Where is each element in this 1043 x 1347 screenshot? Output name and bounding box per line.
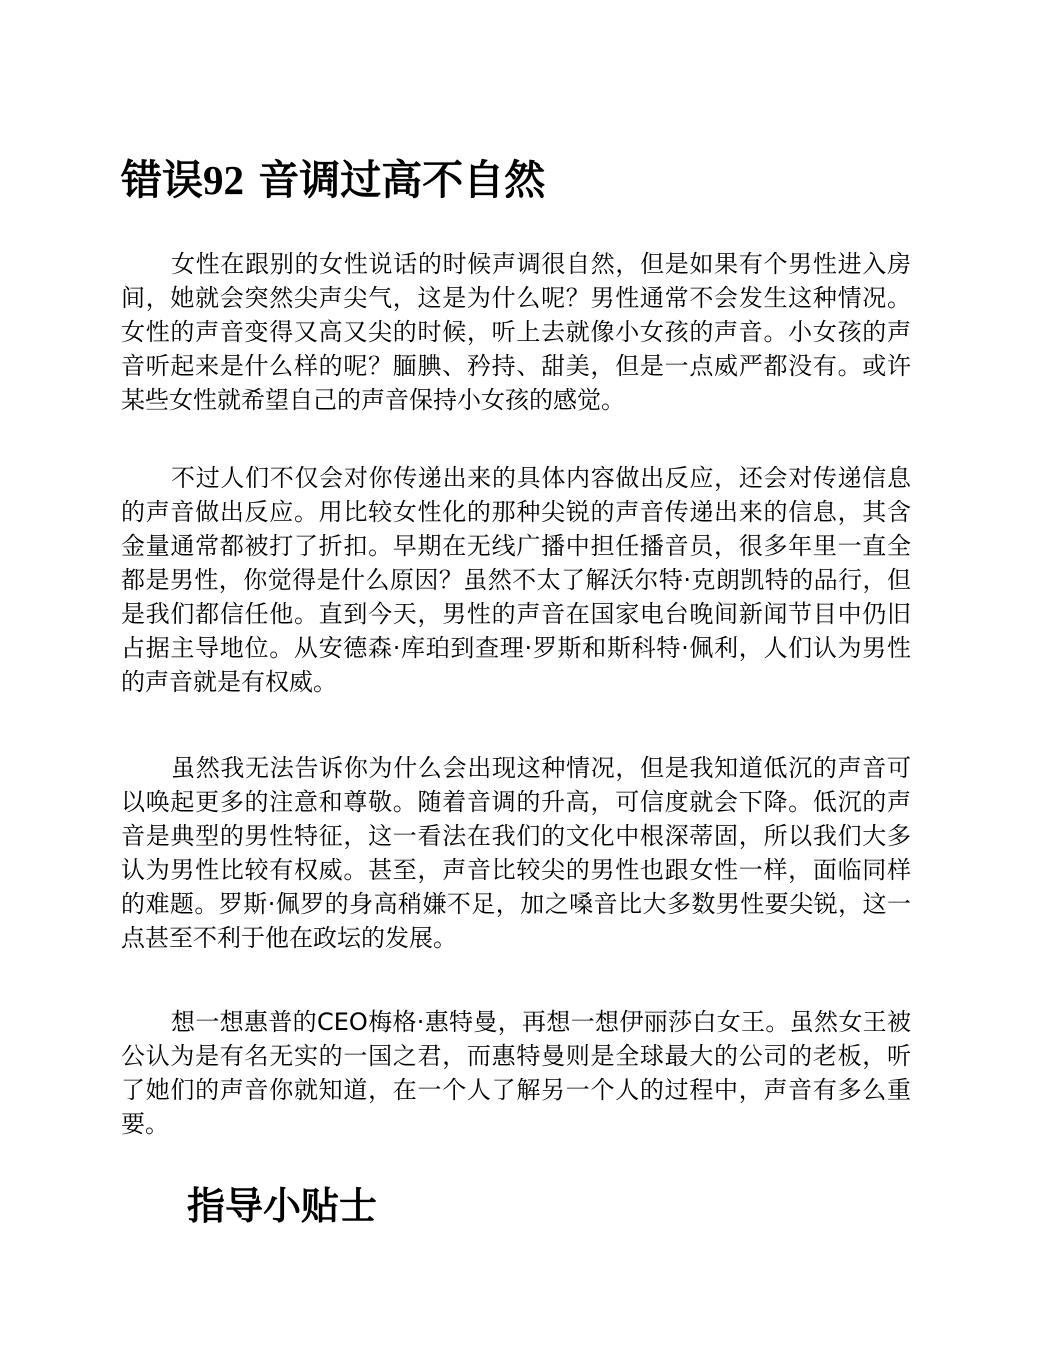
chapter-title-prefix: 错误 bbox=[121, 156, 203, 204]
section-subtitle: 指导小贴士 bbox=[187, 1184, 378, 1228]
body-paragraph-3: 虽然我无法告诉你为什么会出现这种情况，但是我知道低沉的声音可以唤起更多的注意和尊敬。随着音调的升高，可信度就会下降。低沉的声音是典型的男性特征，这一看法在我们的文化中根深蒂固，所以我们大多认为男性比较有权威。甚至，声音比较尖的男性也跟女性一样，面临同样的难题。罗斯·佩罗的身高稍嫌不足，加之嗓音比大多数男性要尖锐，这一点甚至不利于他在政坛的发展。 bbox=[121, 754, 911, 952]
chapter-title-text: 音调过高不自然 bbox=[244, 156, 546, 204]
body-paragraph-1: 女性在跟别的女性说话的时候声调很自然，但是如果有个男性进入房间，她就会突然尖声尖气，这是为什么呢？男性通常不会发生这种情况。女性的声音变得又高又尖的时候，听上去就像小女孩的声音。小女孩的声音听起来是什么样的呢？腼腆、矜持、甜美，但是一点威严都没有。或许某些女性就希望自己的声音保持小女孩的感觉。 bbox=[121, 250, 911, 414]
chapter-title bbox=[121, 150, 545, 210]
chapter-title-number: 92 bbox=[203, 157, 244, 203]
body-paragraph-2: 不过人们不仅会对你传递出来的具体内容做出反应，还会对传递信息的声音做出反应。用比较女性化的那种尖锐的声音传递出来的信息，其含金量通常都被打了折扣。早期在无线广播中担任播音员，很多年里一直全都是男性，你觉得是什么原因？虽然不太了解沃尔特·克朗凯特的品行，但是我们都信任他。直到今天，男性的声音在国家电台晚间新闻节目中仍旧占据主导地位。从安德森·库珀到查理·罗斯和斯科特·佩利，人们认为男性的声音就是有权威。 bbox=[121, 464, 911, 696]
body-paragraph-4: 想一想惠普的CEO梅格·惠特曼，再想一想伊丽莎白女王。虽然女王被公认为是有名无实的一国之君，而惠特曼则是全球最大的公司的老板，听了她们的声音你就知道，在一个人了解另一个人的过程中，声音有多么重要。 bbox=[121, 1008, 911, 1138]
